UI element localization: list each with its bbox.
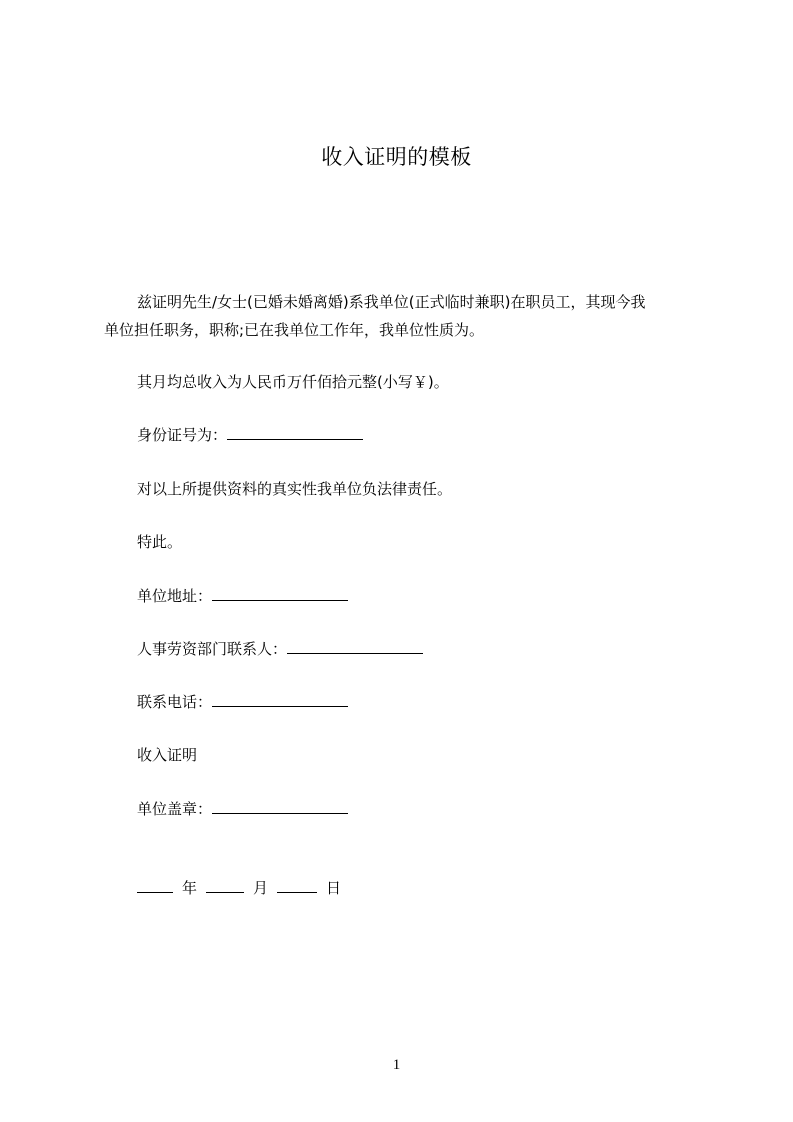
id-number-row <box>137 425 363 445</box>
month-label: 月 <box>253 879 269 897</box>
income-certificate-heading: 收入证明 <box>137 746 198 764</box>
special-note: 特此。 <box>137 533 183 551</box>
address-label: 单位地址： <box>137 587 213 605</box>
document-title: 收入证明的模板 <box>321 145 472 169</box>
phone-label: 联系电话： <box>137 693 213 711</box>
id-number-label: 身份证号为： <box>137 426 228 444</box>
certification-line-1: 兹证明先生/女士(已婚未婚离婚)系我单位(正式临时兼职)在职员工，其现今我 <box>137 293 646 311</box>
day-blank[interactable] <box>277 878 317 893</box>
address-blank[interactable] <box>212 586 348 601</box>
hr-contact-row <box>137 639 423 659</box>
seal-label: 单位盖章： <box>137 800 213 818</box>
id-number-blank[interactable] <box>227 425 363 440</box>
phone-row <box>137 692 348 712</box>
phone-blank[interactable] <box>212 692 348 707</box>
page-number: 1 <box>392 1057 401 1073</box>
hr-contact-blank[interactable] <box>287 639 423 654</box>
hr-contact-label: 人事劳资部门联系人： <box>137 640 288 658</box>
certification-line-2: 单位担任职务，职称;已在我单位工作年，我单位性质为。 <box>104 321 485 339</box>
seal-blank[interactable] <box>212 799 348 814</box>
income-statement: 其月均总收入为人民币万仟佰拾元整(小写￥)。 <box>137 373 449 391</box>
month-blank[interactable] <box>206 878 244 893</box>
day-label: 日 <box>326 879 342 897</box>
year-label: 年 <box>182 879 198 897</box>
year-blank[interactable] <box>137 878 173 893</box>
seal-row <box>137 799 348 819</box>
responsibility-statement: 对以上所提供资料的真实性我单位负法律责任。 <box>137 480 453 498</box>
address-row <box>137 586 348 606</box>
date-row <box>137 878 341 898</box>
